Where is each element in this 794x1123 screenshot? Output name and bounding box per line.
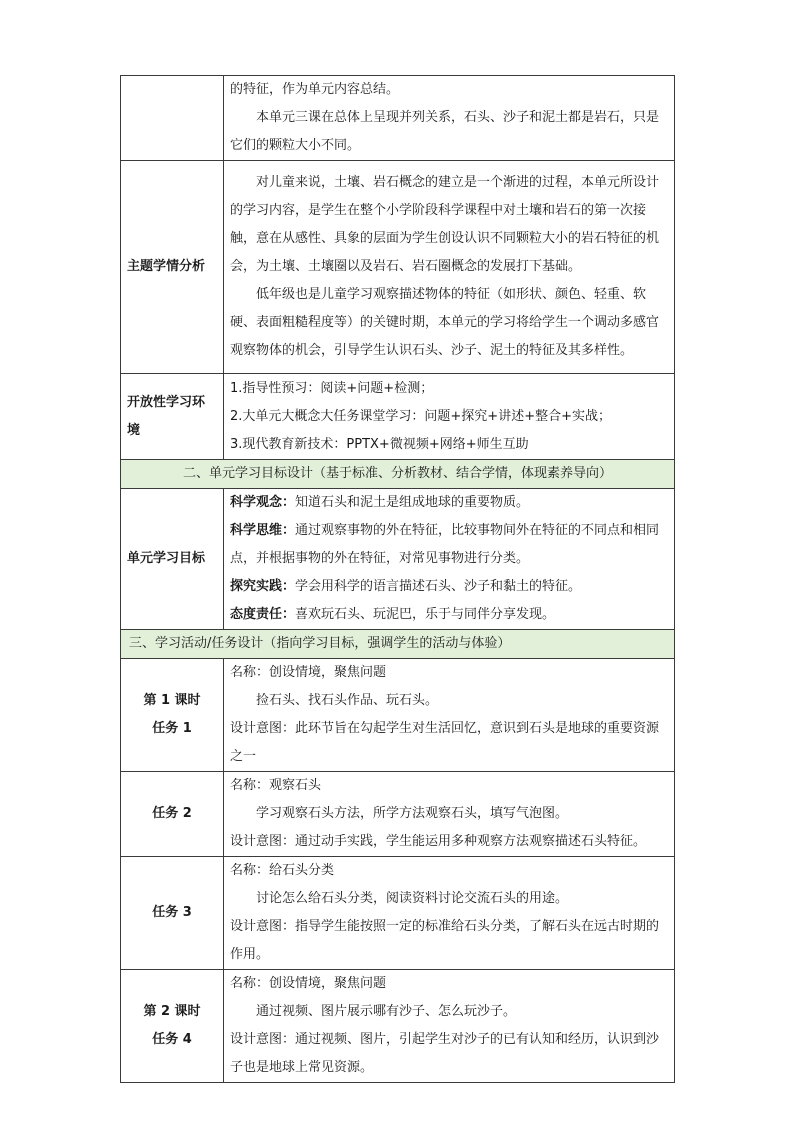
task-activity: 学习观察石头方法，所学方法观察石头，填写气泡图。 [256, 806, 569, 821]
task-row [121, 857, 675, 970]
unit-summary-cell [224, 76, 675, 161]
task-name: 名称：给石头分类 [230, 863, 335, 878]
task-label-cell [121, 659, 224, 772]
task-label: 任务 2 [152, 806, 192, 821]
summary-line-1: 的特征，作为单元内容总结。 [230, 82, 400, 97]
task-activity: 讨论怎么给石头分类，阅读资料讨论交流石头的用途。 [256, 891, 569, 906]
environment-label: 开放性学习环境 [121, 374, 224, 460]
unit-design-table [120, 75, 675, 1083]
task-intent: 设计意图：通过动手实践，学生能运用多种观察方法观察描述石头特征。 [230, 834, 647, 849]
goal-text: 学会用科学的语言描述石头、沙子和黏土的特征。 [295, 579, 582, 594]
analysis-label: 主题学情分析 [121, 161, 224, 374]
task-content-cell [224, 659, 675, 772]
task-activity: 捡石头、找石头作品、玩石头。 [256, 693, 439, 708]
section-3-title: 三、学习活动/任务设计（指向学习目标，强调学生的活动与体验） [121, 630, 675, 659]
empty-label-cell [121, 76, 224, 161]
goals-row [121, 489, 675, 630]
goal-practice [230, 573, 668, 601]
goal-attitude [230, 601, 668, 629]
environment-row [121, 374, 675, 460]
goal-text: 通过观察事物的外在特征，比较事物间外在特征的不同点和相同点，并根据事物的外在特征，对常见事物进行分类。 [230, 523, 660, 566]
task-name: 名称：观察石头 [230, 778, 322, 793]
task-intent: 设计意图：此环节旨在勾起学生对生活回忆，意识到石头是地球的重要资源之一 [230, 721, 660, 764]
goal-key: 探究实践： [230, 579, 296, 594]
task-content-cell [224, 857, 675, 970]
goal-key: 科学思维： [230, 523, 296, 538]
analysis-cell [224, 161, 675, 374]
task-label-cell [121, 970, 224, 1083]
analysis-row [121, 161, 675, 374]
goals-label: 单元学习目标 [121, 489, 224, 630]
task-row [121, 772, 675, 857]
environment-cell [224, 374, 675, 460]
lesson-label: 第 2 课时 [143, 1004, 201, 1019]
goal-concept [230, 489, 668, 517]
task-activity: 通过视频、图片展示哪有沙子、怎么玩沙子。 [256, 1004, 517, 1019]
section-3-header-row [121, 630, 675, 659]
section-2-title: 二、单元学习目标设计（基于标准、分析教材、结合学情，体现素养导向） [121, 460, 675, 489]
task-content-cell [224, 970, 675, 1083]
lesson-label: 第 1 课时 [143, 693, 201, 708]
task-name: 名称：创设情境，聚焦问题 [230, 976, 387, 991]
goal-key: 态度责任： [230, 607, 296, 622]
summary-line-2: 本单元三课在总体上呈现并列关系，石头、沙子和泥土都是岩石，只是它们的颗粒大小不同。 [230, 110, 660, 153]
task-intent: 设计意图：指导学生能按照一定的标准给石头分类，了解石头在远古时期的作用。 [230, 919, 660, 962]
goals-cell [224, 489, 675, 630]
task-label: 任务 3 [152, 905, 192, 920]
unit-summary-row [121, 76, 675, 161]
analysis-paragraph-2: 低年级也是儿童学习观察描述物体的特征（如形状、颜色、轻重、软硬、表面粗糙程度等）的关键时期，本单元的学习将给学生一个调动多感官观察物体的机会，引导学生认识石头、沙子、泥土的特征及其多样性。 [230, 287, 660, 358]
environment-item-2: 2.大单元大概念大任务课堂学习：问题+探究+讲述+整合+实战； [230, 408, 611, 424]
goal-text: 喜欢玩石头、玩泥巴，乐于与同伴分享发现。 [295, 607, 556, 622]
task-label-cell [121, 772, 224, 857]
task-row [121, 970, 675, 1083]
task-label: 任务 1 [152, 721, 192, 736]
environment-item-1: 1.指导性预习：阅读+问题+检测； [230, 380, 434, 396]
goal-key: 科学观念： [230, 495, 296, 510]
task-intent: 设计意图：通过视频、图片，引起学生对沙子的已有认知和经历，认识到沙子也是地球上常见资源。 [230, 1032, 660, 1075]
task-label: 任务 4 [152, 1032, 192, 1047]
goal-text: 知道石头和泥土是组成地球的重要物质。 [295, 495, 530, 510]
goal-thinking [230, 517, 668, 573]
task-row [121, 659, 675, 772]
task-content-cell [224, 772, 675, 857]
section-2-header-row [121, 460, 675, 489]
task-name: 名称：创设情境，聚焦问题 [230, 665, 387, 680]
task-label-cell [121, 857, 224, 970]
environment-item-3: 3.现代教育新技术：PPTX+微视频+网络+师生互助 [230, 436, 529, 452]
analysis-paragraph-1: 对儿童来说，土壤、岩石概念的建立是一个渐进的过程，本单元所设计的学习内容，是学生在整个小学阶段科学课程中对土壤和岩石的第一次接触，意在从感性、具象的层面为学生创设认识不同颗粒大小的岩石特征的机会，为土壤、土壤圈以及岩石、岩石圈概念的发展打下基础。 [230, 175, 660, 274]
